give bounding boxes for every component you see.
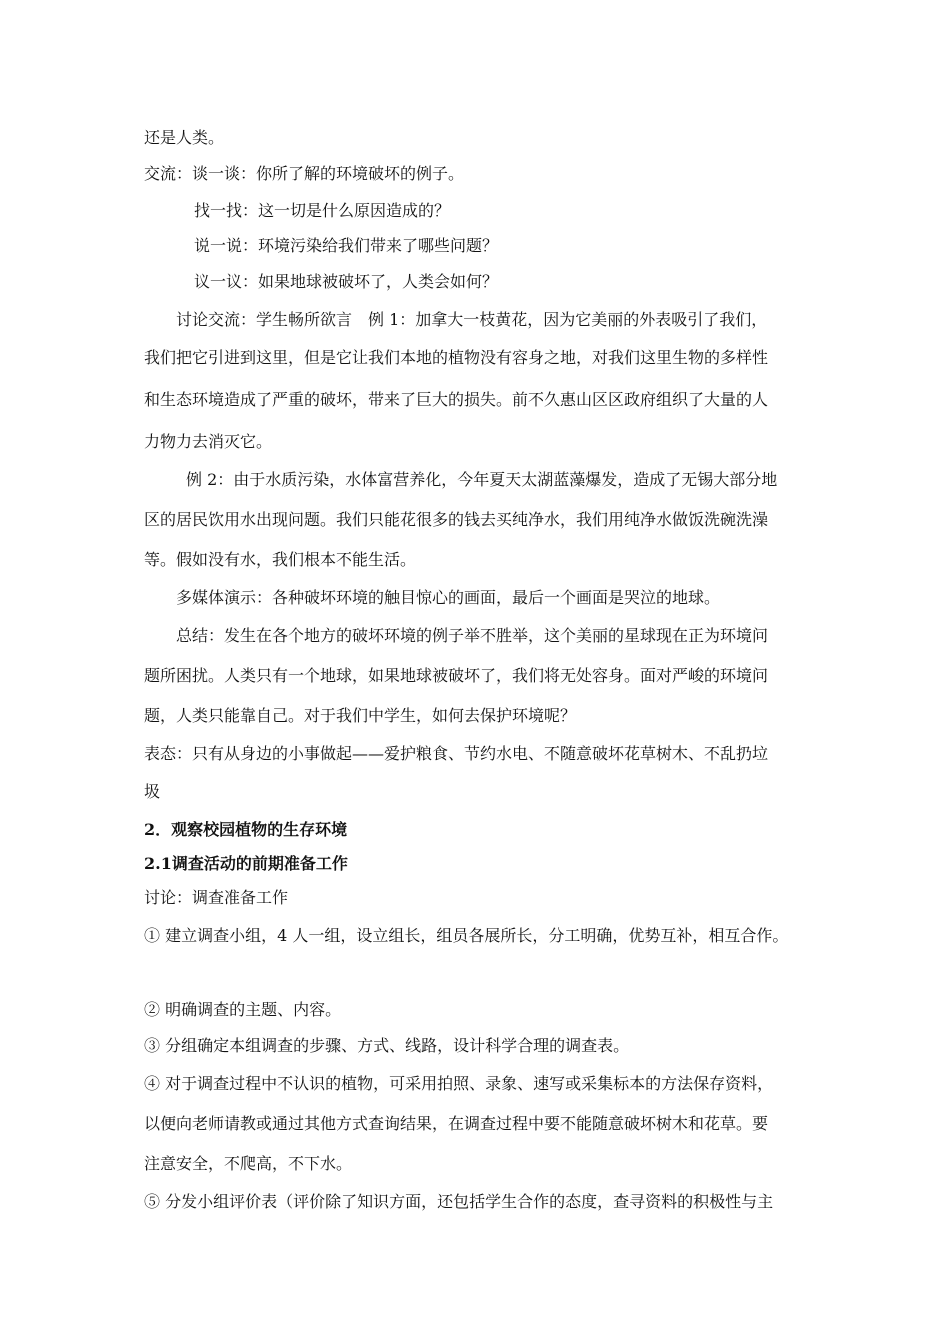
text-line: 表态：只有从身边的小事做起——爱护粮食、节约水电、不随意破坏花草树木、不乱扔垃 xyxy=(144,744,769,763)
text-line: 讨论：调查准备工作 xyxy=(144,888,289,907)
text-line: 圾 xyxy=(144,782,161,801)
text-line: 等。假如没有水，我们根本不能生活。 xyxy=(144,550,417,569)
text-line: 多媒体演示：各种破坏环境的触目惊心的画面，最后一个画面是哭泣的地球。 xyxy=(176,588,721,607)
text-line: 例 2：由于水质污染，水体富营养化，今年夏天太湖蓝藻爆发，造成了无锡大部分地 xyxy=(186,470,778,489)
text-line: 讨论交流：学生畅所欲言 例 1：加拿大一枝黄花，因为它美丽的外表吸引了我们， xyxy=(176,310,768,329)
text-line: 议一议：如果地球被破坏了，人类会如何？ xyxy=(194,272,499,291)
text-line: 我们把它引进到这里，但是它让我们本地的植物没有容身之地，对我们这里生物的多样性 xyxy=(144,348,769,367)
text-line: 说一说：环境污染给我们带来了哪些问题？ xyxy=(194,236,499,255)
text-line: 和生态环境造成了严重的破坏，带来了巨大的损失。前不久惠山区区政府组织了大量的人 xyxy=(144,390,769,409)
text-line: 题所困扰。人类只有一个地球，如果地球被破坏了，我们将无处容身。面对严峻的环境问 xyxy=(144,666,769,685)
text-line: 总结：发生在各个地方的破坏环境的例子举不胜举，这个美丽的星球现在正为环境问 xyxy=(176,626,769,645)
text-line: 区的居民饮用水出现问题。我们只能花很多的钱去买纯净水，我们用纯净水做饭洗碗洗澡 xyxy=(144,510,769,529)
list-item: ④ 对于调查过程中不认识的植物，可采用拍照、录象、速写或采集标本的方法保存资料， xyxy=(144,1074,774,1093)
list-item: ② 明确调查的主题、内容。 xyxy=(144,1000,342,1019)
list-item: ⑤ 分发小组评价表（评价除了知识方面，还包括学生合作的态度，查寻资料的积极性与主 xyxy=(144,1192,774,1211)
text-line: 还是人类。 xyxy=(144,128,225,147)
text-line: 以便向老师请教或通过其他方式查询结果，在调查过程中要不能随意破坏树木和花草。要 xyxy=(144,1114,769,1133)
section-heading: 2．观察校园植物的生存环境 xyxy=(144,820,348,839)
subsection-heading: 2.1调查活动的前期准备工作 xyxy=(144,854,348,873)
list-item: ③ 分组确定本组调查的步骤、方式、线路，设计科学合理的调查表。 xyxy=(144,1036,630,1055)
text-line: 交流：谈一谈：你所了解的环境破坏的例子。 xyxy=(144,164,465,183)
text-line: 找一找：这一切是什么原因造成的？ xyxy=(194,201,451,220)
list-item: ① 建立调查小组，4 人一组，设立组长，组员各展所长，分工明确，优势互补，相互合作。 xyxy=(144,926,789,945)
text-line: 力物力去消灭它。 xyxy=(144,432,273,451)
text-line: 题，人类只能靠自己。对于我们中学生，如何去保护环境呢？ xyxy=(144,706,577,725)
text-line: 注意安全，不爬高，不下水。 xyxy=(144,1154,353,1173)
